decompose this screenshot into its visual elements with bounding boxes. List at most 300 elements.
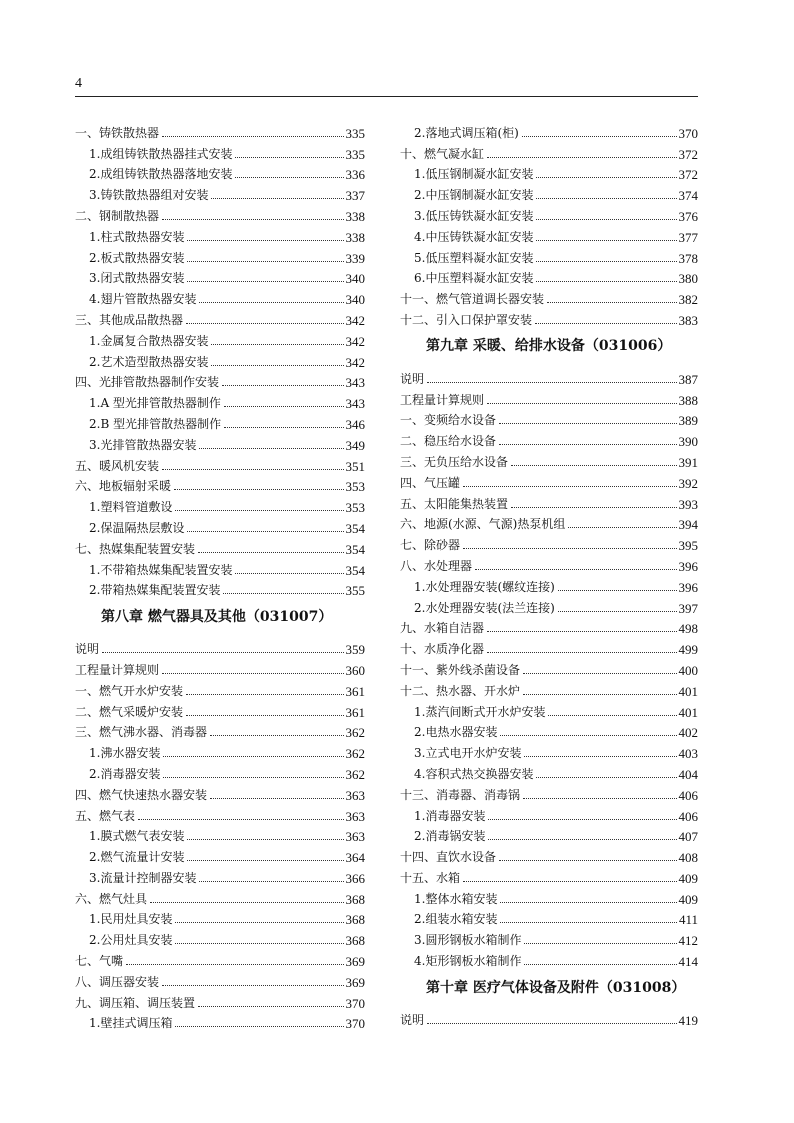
toc-page-number: 340 bbox=[345, 292, 365, 308]
toc-subentry[interactable] bbox=[75, 740, 365, 761]
toc-page-number: 407 bbox=[678, 829, 698, 845]
toc-entry-title: 2.B 型光排管散热器制作 bbox=[89, 416, 222, 431]
toc-page-number: 346 bbox=[345, 416, 365, 432]
dot-leader bbox=[187, 838, 343, 840]
toc-subentry[interactable] bbox=[400, 948, 698, 969]
toc-page-number: 342 bbox=[345, 312, 365, 328]
toc-entry-title: 八、水处理器 bbox=[400, 558, 473, 573]
toc-subentry[interactable] bbox=[75, 432, 365, 453]
dot-leader bbox=[224, 405, 344, 407]
toc-entry[interactable] bbox=[75, 536, 365, 557]
toc-subentry[interactable] bbox=[75, 182, 365, 203]
toc-subentry[interactable] bbox=[75, 266, 365, 287]
dot-leader bbox=[162, 672, 343, 674]
dot-leader bbox=[548, 714, 676, 716]
toc-page-number: 419 bbox=[678, 1012, 698, 1028]
dot-leader bbox=[186, 714, 343, 716]
toc-entry-title: 五、燃气表 bbox=[75, 808, 136, 823]
toc-entry-title: 3.低压铸铁凝水缸安装 bbox=[414, 208, 534, 223]
dot-leader bbox=[524, 942, 676, 944]
header-rule bbox=[75, 96, 698, 97]
dot-leader bbox=[187, 239, 343, 241]
toc-subentry[interactable] bbox=[75, 761, 365, 782]
dot-leader bbox=[187, 530, 343, 532]
toc-entry[interactable] bbox=[400, 449, 698, 470]
toc-entry[interactable] bbox=[400, 141, 698, 162]
toc-entry-title: 十、燃气凝水缸 bbox=[400, 146, 485, 161]
toc-subentry[interactable] bbox=[400, 927, 698, 948]
toc-entry-title: 十二、引入口保护罩安装 bbox=[400, 312, 533, 327]
toc-page-number: 354 bbox=[345, 541, 365, 557]
dot-leader bbox=[162, 468, 343, 470]
toc-page-number: 351 bbox=[345, 458, 365, 474]
toc-subentry[interactable] bbox=[75, 844, 365, 865]
toc-page-number: 369 bbox=[345, 974, 365, 990]
toc-entry-title: 说明 bbox=[75, 642, 100, 657]
toc-page-number: 414 bbox=[678, 954, 698, 970]
toc-subentry[interactable] bbox=[75, 245, 365, 266]
toc-page-number: 391 bbox=[678, 454, 698, 470]
toc-entry-title: 二、稳压给水设备 bbox=[400, 434, 497, 449]
toc-page-number: 409 bbox=[678, 891, 698, 907]
dot-leader bbox=[211, 364, 343, 366]
toc-entry-title: 4.中压铸铁凝水缸安装 bbox=[414, 229, 534, 244]
toc-entry[interactable] bbox=[75, 699, 365, 720]
dot-leader bbox=[138, 818, 343, 820]
toc-subentry[interactable] bbox=[400, 224, 698, 245]
toc-page-number: 395 bbox=[678, 538, 698, 554]
toc-subentry[interactable] bbox=[400, 595, 698, 616]
toc-subentry[interactable] bbox=[400, 266, 698, 287]
toc-page-number: 406 bbox=[678, 808, 698, 824]
toc-entry[interactable] bbox=[400, 286, 698, 307]
dot-leader bbox=[427, 1022, 676, 1024]
dot-leader bbox=[568, 526, 676, 528]
toc-entry[interactable] bbox=[75, 720, 365, 741]
toc-entry[interactable] bbox=[75, 370, 365, 391]
toc-entry[interactable] bbox=[75, 636, 365, 657]
toc-entry-title: 2.成组铸铁散热器落地安装 bbox=[89, 167, 233, 182]
toc-entry[interactable] bbox=[400, 657, 698, 678]
toc-entry-title: 八、调压器安装 bbox=[75, 974, 160, 989]
dot-leader bbox=[427, 381, 676, 383]
dot-leader bbox=[488, 838, 676, 840]
chapter-heading bbox=[400, 328, 698, 366]
toc-page-number: 370 bbox=[678, 125, 698, 141]
toc-entry-title: 七、除砂器 bbox=[400, 538, 461, 553]
toc-subentry[interactable] bbox=[400, 720, 698, 741]
toc-subentry[interactable] bbox=[400, 162, 698, 183]
toc-page-number: 382 bbox=[678, 292, 698, 308]
toc-entry-title: 2.消毒锅安装 bbox=[414, 829, 486, 844]
toc-entry-title: 1.金属复合散热器安装 bbox=[89, 333, 209, 348]
dot-leader bbox=[210, 797, 343, 799]
dot-leader bbox=[175, 942, 343, 944]
toc-page-number: 336 bbox=[345, 167, 365, 183]
toc-entry[interactable] bbox=[400, 553, 698, 574]
toc-page-number: 362 bbox=[345, 746, 365, 762]
toc-entry-title: 六、地源(水源、气源)热泵机组 bbox=[400, 517, 566, 532]
toc-entry-title: 四、燃气快速热水器安装 bbox=[75, 787, 208, 802]
dot-leader bbox=[222, 384, 343, 386]
toc-subentry[interactable] bbox=[400, 740, 698, 761]
toc-entry[interactable] bbox=[75, 474, 365, 495]
toc-subentry[interactable] bbox=[75, 411, 365, 432]
toc-page-number: 342 bbox=[345, 354, 365, 370]
dot-leader bbox=[223, 592, 343, 594]
toc-page-number: 370 bbox=[345, 1016, 365, 1032]
dot-leader bbox=[102, 651, 343, 653]
toc-entry[interactable] bbox=[400, 636, 698, 657]
dot-leader bbox=[487, 630, 676, 632]
toc-page-number: 354 bbox=[345, 562, 365, 578]
toc-entry-title: 3.圆形钢板水箱制作 bbox=[414, 933, 522, 948]
toc-entry-title: 二、燃气采暖炉安装 bbox=[75, 704, 184, 719]
toc-entry-title: 三、其他成品散热器 bbox=[75, 312, 184, 327]
page-number: 4 bbox=[75, 76, 82, 91]
dot-leader bbox=[235, 176, 343, 178]
toc-entry[interactable] bbox=[75, 307, 365, 328]
dot-leader bbox=[163, 776, 343, 778]
toc-entry[interactable] bbox=[400, 307, 698, 328]
toc-right-column bbox=[400, 120, 698, 1028]
toc-entry-title: 工程量计算规则 bbox=[400, 392, 485, 407]
toc-entry-title: 2.组装水箱安装 bbox=[414, 912, 498, 927]
toc-entry-title: 2.带箱热媒集配装置安装 bbox=[89, 583, 221, 598]
dot-leader bbox=[500, 734, 676, 736]
toc-entry[interactable] bbox=[400, 512, 698, 533]
toc-subentry[interactable] bbox=[75, 824, 365, 845]
toc-subentry[interactable] bbox=[75, 1011, 365, 1032]
toc-page-number: 402 bbox=[678, 725, 698, 741]
toc-subentry[interactable] bbox=[75, 224, 365, 245]
toc-entry[interactable] bbox=[75, 886, 365, 907]
dot-leader bbox=[235, 572, 343, 574]
toc-entry[interactable] bbox=[75, 657, 365, 678]
toc-entry[interactable] bbox=[400, 366, 698, 387]
toc-entry-title: 2.公用灶具安装 bbox=[89, 933, 173, 948]
toc-page-number: 343 bbox=[345, 396, 365, 412]
toc-page-number: 400 bbox=[678, 662, 698, 678]
toc-page-number: 397 bbox=[678, 600, 698, 616]
toc-entry-title: 1.成组铸铁散热器挂式安装 bbox=[89, 146, 233, 161]
toc-entry-title: 说明 bbox=[400, 371, 425, 386]
toc-left-column bbox=[75, 120, 365, 1031]
dot-leader bbox=[187, 260, 343, 262]
toc-page-number: 404 bbox=[678, 766, 698, 782]
toc-entry-title: 2.中压钢制凝水缸安装 bbox=[414, 188, 534, 203]
toc-page-number: 411 bbox=[678, 912, 698, 928]
dot-leader bbox=[499, 859, 676, 861]
chapter-heading bbox=[400, 969, 698, 1007]
toc-page-number: 363 bbox=[345, 808, 365, 824]
dot-leader bbox=[175, 509, 343, 511]
dot-leader bbox=[126, 963, 343, 965]
toc-entry-title: 五、太阳能集热装置 bbox=[400, 496, 509, 511]
toc-page-number: 378 bbox=[678, 250, 698, 266]
toc-entry-title: 1.消毒器安装 bbox=[414, 808, 486, 823]
toc-entry[interactable] bbox=[75, 969, 365, 990]
toc-entry[interactable] bbox=[75, 120, 365, 141]
toc-entry-title: 5.低压塑料凝水缸安装 bbox=[414, 250, 534, 265]
toc-page-number: 354 bbox=[345, 520, 365, 536]
toc-entry-title: 十一、燃气管道调长器安装 bbox=[400, 292, 545, 307]
toc-entry-title: 一、燃气开水炉安装 bbox=[75, 683, 184, 698]
toc-subentry[interactable] bbox=[75, 927, 365, 948]
dot-leader bbox=[186, 693, 343, 695]
toc-entry-title: 一、变频给水设备 bbox=[400, 413, 497, 428]
toc-entry[interactable] bbox=[75, 803, 365, 824]
dot-leader bbox=[224, 426, 343, 428]
dot-leader bbox=[487, 651, 676, 653]
toc-page-number: 355 bbox=[345, 583, 365, 599]
dot-leader bbox=[487, 156, 676, 158]
toc-page-number: 372 bbox=[678, 167, 698, 183]
dot-leader bbox=[198, 551, 343, 553]
toc-page-number: 370 bbox=[345, 995, 365, 1011]
toc-page-number: 383 bbox=[678, 312, 698, 328]
toc-entry-title: 6.中压塑料凝水缸安装 bbox=[414, 271, 534, 286]
dot-leader bbox=[499, 443, 676, 445]
toc-entry-title: 十三、消毒器、消毒锅 bbox=[400, 787, 521, 802]
toc-entry[interactable] bbox=[75, 948, 365, 969]
toc-subentry[interactable] bbox=[75, 557, 365, 578]
toc-entry-title: 四、光排管散热器制作安装 bbox=[75, 375, 220, 390]
toc-subentry[interactable] bbox=[75, 494, 365, 515]
toc-entry-title: 六、燃气灶具 bbox=[75, 891, 148, 906]
toc-page-number: 394 bbox=[678, 517, 698, 533]
toc-subentry[interactable] bbox=[75, 390, 365, 411]
dot-leader bbox=[487, 402, 676, 404]
toc-entry[interactable] bbox=[400, 428, 698, 449]
toc-page-number: 339 bbox=[345, 250, 365, 266]
dot-leader bbox=[536, 176, 676, 178]
dot-leader bbox=[235, 156, 343, 158]
toc-page-number: 349 bbox=[345, 437, 365, 453]
toc-entry-title: 三、燃气沸水器、消毒器 bbox=[75, 725, 208, 740]
toc-page-number: 337 bbox=[345, 188, 365, 204]
dot-leader bbox=[500, 921, 677, 923]
dot-leader bbox=[523, 672, 676, 674]
toc-subentry[interactable] bbox=[400, 699, 698, 720]
toc-entry-title: 1.壁挂式调压箱 bbox=[89, 1016, 173, 1031]
toc-page-number: 366 bbox=[345, 870, 365, 886]
dot-leader bbox=[488, 818, 676, 820]
toc-page-number: 338 bbox=[345, 229, 365, 245]
toc-page-number: 335 bbox=[345, 125, 365, 141]
toc-subentry[interactable] bbox=[400, 182, 698, 203]
toc-entry-title: 3.闭式散热器安装 bbox=[89, 271, 185, 286]
toc-entry-title: 十一、紫外线杀菌设备 bbox=[400, 662, 521, 677]
toc-page-number: 368 bbox=[345, 933, 365, 949]
dot-leader bbox=[210, 734, 343, 736]
toc-page-number: 362 bbox=[345, 766, 365, 782]
toc-subentry[interactable] bbox=[75, 578, 365, 599]
dot-leader bbox=[211, 197, 343, 199]
toc-page-number: 342 bbox=[345, 333, 365, 349]
toc-entry-title: 2.消毒器安装 bbox=[89, 766, 161, 781]
toc-page-number: 361 bbox=[345, 683, 365, 699]
chapter-title: 第八章 燃气器具及其他（031007） bbox=[101, 608, 333, 625]
toc-page-number: 343 bbox=[345, 375, 365, 391]
dot-leader bbox=[199, 880, 343, 882]
toc-entry[interactable] bbox=[400, 782, 698, 803]
toc-entry-title: 4.容积式热交换器安装 bbox=[414, 766, 534, 781]
dot-leader bbox=[536, 239, 676, 241]
toc-entry-title: 2.板式散热器安装 bbox=[89, 250, 185, 265]
dot-leader bbox=[535, 322, 676, 324]
dot-leader bbox=[199, 447, 343, 449]
toc-page-number: 376 bbox=[678, 208, 698, 224]
toc-page-number: 335 bbox=[345, 146, 365, 162]
toc-entry-title: 1.柱式散热器安装 bbox=[89, 229, 185, 244]
toc-entry-title: 2.落地式调压箱(柜) bbox=[414, 125, 519, 140]
dot-leader bbox=[162, 984, 343, 986]
toc-subentry[interactable] bbox=[75, 515, 365, 536]
dot-leader bbox=[536, 260, 676, 262]
toc-entry-title: 1.塑料管道敷设 bbox=[89, 500, 173, 515]
toc-page-number: 396 bbox=[678, 558, 698, 574]
dot-leader bbox=[511, 506, 676, 508]
toc-page-number: 368 bbox=[345, 891, 365, 907]
toc-subentry[interactable] bbox=[400, 203, 698, 224]
toc-page-number: 409 bbox=[678, 870, 698, 886]
dot-leader bbox=[187, 280, 343, 282]
toc-entry[interactable] bbox=[400, 387, 698, 408]
toc-page-number: 387 bbox=[678, 371, 698, 387]
toc-subentry[interactable] bbox=[75, 349, 365, 370]
toc-subentry[interactable] bbox=[400, 803, 698, 824]
toc-page-number: 388 bbox=[678, 392, 698, 408]
toc-entry-title: 十、水质净化器 bbox=[400, 642, 485, 657]
dot-leader bbox=[523, 693, 676, 695]
chapter-title: 第九章 采暖、给排水设备（031006） bbox=[426, 338, 672, 355]
toc-subentry[interactable] bbox=[400, 245, 698, 266]
toc-page-number: 396 bbox=[678, 579, 698, 595]
dot-leader bbox=[536, 218, 676, 220]
toc-entry[interactable] bbox=[400, 678, 698, 699]
toc-subentry[interactable] bbox=[75, 907, 365, 928]
toc-page-number: 408 bbox=[678, 850, 698, 866]
toc-subentry[interactable] bbox=[75, 865, 365, 886]
dot-leader bbox=[463, 547, 676, 549]
toc-entry[interactable] bbox=[400, 1007, 698, 1028]
dot-leader bbox=[187, 859, 343, 861]
dot-leader bbox=[463, 880, 676, 882]
toc-entry-title: 一、铸铁散热器 bbox=[75, 125, 160, 140]
toc-entry[interactable] bbox=[400, 865, 698, 886]
toc-page-number: 369 bbox=[345, 954, 365, 970]
dot-leader bbox=[175, 1025, 343, 1027]
toc-entry-title: 1.水处理器安装(螺纹连接) bbox=[414, 579, 555, 594]
toc-page-number: 359 bbox=[345, 642, 365, 658]
toc-entry[interactable] bbox=[400, 408, 698, 429]
toc-entry-title: 3.立式电开水炉安装 bbox=[414, 746, 522, 761]
toc-page-number: 377 bbox=[678, 229, 698, 245]
toc-subentry[interactable] bbox=[75, 141, 365, 162]
dot-leader bbox=[199, 301, 343, 303]
toc-entry-title: 二、钢制散热器 bbox=[75, 208, 160, 223]
toc-entry-title: 1.膜式燃气表安装 bbox=[89, 829, 185, 844]
toc-entry-title: 1.A 型光排管散热器制作 bbox=[89, 396, 221, 411]
toc-entry[interactable] bbox=[75, 678, 365, 699]
toc-entry-title: 2.艺术造型散热器安装 bbox=[89, 354, 209, 369]
toc-entry-title: 四、气压罐 bbox=[400, 475, 461, 490]
dot-leader bbox=[511, 464, 676, 466]
dot-leader bbox=[500, 901, 676, 903]
chapter-title: 第十章 医疗气体设备及附件（031008） bbox=[426, 979, 686, 996]
toc-page-number: 368 bbox=[345, 912, 365, 928]
toc-page-number: 380 bbox=[678, 271, 698, 287]
toc-page-number: 390 bbox=[678, 434, 698, 450]
toc-entry[interactable] bbox=[400, 491, 698, 512]
dot-leader bbox=[536, 776, 676, 778]
dot-leader bbox=[522, 135, 677, 137]
toc-page-number: 412 bbox=[678, 933, 698, 949]
toc-entry[interactable] bbox=[400, 844, 698, 865]
toc-page-number: 361 bbox=[345, 704, 365, 720]
toc-subentry[interactable] bbox=[400, 824, 698, 845]
toc-subentry[interactable] bbox=[400, 907, 698, 928]
toc-entry[interactable] bbox=[75, 453, 365, 474]
toc-subentry[interactable] bbox=[75, 286, 365, 307]
toc-subentry[interactable] bbox=[400, 120, 698, 141]
toc-entry-title: 4.翅片管散热器安装 bbox=[89, 292, 197, 307]
toc-entry-title: 3.光排管散热器安装 bbox=[89, 437, 197, 452]
toc-page-number: 406 bbox=[678, 787, 698, 803]
toc-entry-title: 1.整体水箱安装 bbox=[414, 891, 498, 906]
dot-leader bbox=[211, 343, 343, 345]
toc-subentry[interactable] bbox=[400, 886, 698, 907]
toc-entry-title: 1.沸水器安装 bbox=[89, 746, 161, 761]
toc-subentry[interactable] bbox=[400, 574, 698, 595]
toc-entry-title: 2.燃气流量计安装 bbox=[89, 850, 185, 865]
dot-leader bbox=[523, 797, 676, 799]
toc-subentry[interactable] bbox=[75, 328, 365, 349]
dot-leader bbox=[463, 485, 676, 487]
dot-leader bbox=[186, 322, 343, 324]
toc-entry-title: 三、无负压给水设备 bbox=[400, 454, 509, 469]
toc-entry-title: 4.矩形钢板水箱制作 bbox=[414, 954, 522, 969]
toc-entry[interactable] bbox=[400, 616, 698, 637]
toc-page-number: 364 bbox=[345, 850, 365, 866]
toc-subentry[interactable] bbox=[75, 162, 365, 183]
toc-entry-title: 1.民用灶具安装 bbox=[89, 912, 173, 927]
toc-subentry[interactable] bbox=[400, 761, 698, 782]
dot-leader bbox=[558, 610, 677, 612]
toc-entry[interactable] bbox=[400, 470, 698, 491]
dot-leader bbox=[162, 218, 343, 220]
toc-page-number: 401 bbox=[678, 683, 698, 699]
toc-page-number: 353 bbox=[345, 500, 365, 516]
toc-page-number: 362 bbox=[345, 725, 365, 741]
dot-leader bbox=[198, 1005, 343, 1007]
toc-entry[interactable] bbox=[75, 990, 365, 1011]
dot-leader bbox=[163, 755, 343, 757]
dot-leader bbox=[524, 755, 676, 757]
toc-entry-title: 九、调压箱、调压装置 bbox=[75, 995, 196, 1010]
toc-entry[interactable] bbox=[400, 532, 698, 553]
toc-entry-title: 3.铸铁散热器组对安装 bbox=[89, 188, 209, 203]
toc-page-number: 374 bbox=[678, 188, 698, 204]
toc-entry[interactable] bbox=[75, 782, 365, 803]
toc-entry-title: 3.流量计控制器安装 bbox=[89, 870, 197, 885]
toc-entry[interactable] bbox=[75, 203, 365, 224]
dot-leader bbox=[499, 422, 676, 424]
dot-leader bbox=[475, 568, 676, 570]
toc-page-number: 340 bbox=[345, 271, 365, 287]
dot-leader bbox=[524, 963, 676, 965]
